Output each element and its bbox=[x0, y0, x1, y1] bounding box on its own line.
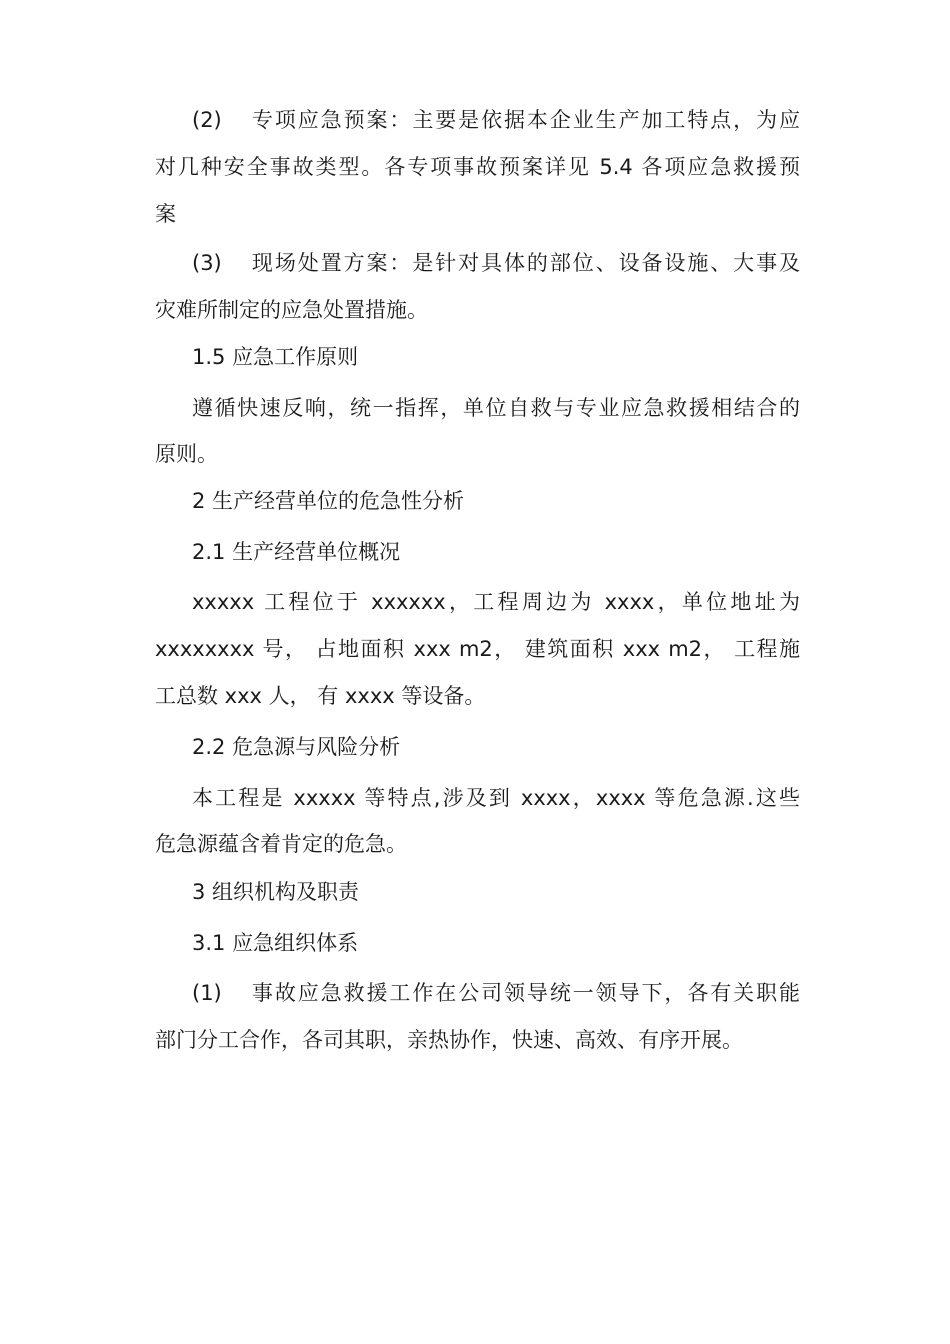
paragraph-line: xxxxxxxx 号， 占地面积 xxx m2， 建筑面积 xxx m2， 工程施 bbox=[155, 637, 800, 661]
paragraph-line: 部门分工合作，各司其职，亲热协作，快速、高效、有序开展。 bbox=[155, 1028, 743, 1052]
section-heading: 3 组织机构及职责 bbox=[192, 880, 360, 904]
paragraph-line: 工总数 xxx 人， 有 xxxx 等设备。 bbox=[155, 684, 486, 708]
section-heading: 2.1 生产经营单位概况 bbox=[192, 540, 401, 564]
paragraph-text: 事故应急救援工作在公司领导统一领导下，各有关职能 bbox=[250, 981, 800, 1005]
paragraph-line: xxxxx 工程位于 xxxxxx，工程周边为 xxxx，单位地址为 bbox=[192, 590, 800, 614]
list-number: (1) bbox=[192, 981, 222, 1005]
paragraph-text: 专项应急预案：主要是依据本企业生产加工特点，为应 bbox=[250, 108, 800, 132]
paragraph-line: 对几种安全事故类型。各专项事故预案详见 5.4 各项应急救援预 bbox=[155, 155, 800, 179]
paragraph-line: 本工程是 xxxxx 等特点,涉及到 xxxx，xxxx 等危急源.这些 bbox=[192, 786, 800, 810]
paragraph-line: 遵循快速反响，统一指挥，单位自救与专业应急救援相结合的 bbox=[192, 396, 800, 420]
section-heading: 2 生产经营单位的危急性分析 bbox=[192, 489, 465, 513]
paragraph-text: 现场处置方案：是针对具体的部位、设备设施、大事及 bbox=[250, 251, 800, 275]
paragraph-line bbox=[192, 106, 800, 134]
paragraph-line: 灾难所制定的应急处置措施。 bbox=[155, 298, 428, 322]
section-heading: 2.2 危急源与风险分析 bbox=[192, 735, 401, 759]
paragraph-line: 原则。 bbox=[155, 442, 218, 466]
paragraph-line bbox=[192, 979, 800, 1007]
paragraph-line bbox=[192, 249, 800, 277]
section-heading: 3.1 应急组织体系 bbox=[192, 931, 359, 955]
section-heading: 1.5 应急工作原则 bbox=[192, 345, 359, 369]
paragraph-line: 案 bbox=[155, 202, 176, 226]
list-number: (3) bbox=[192, 251, 222, 275]
list-number: (2) bbox=[192, 108, 222, 132]
paragraph-line: 危急源蕴含着肯定的危急。 bbox=[155, 832, 407, 856]
